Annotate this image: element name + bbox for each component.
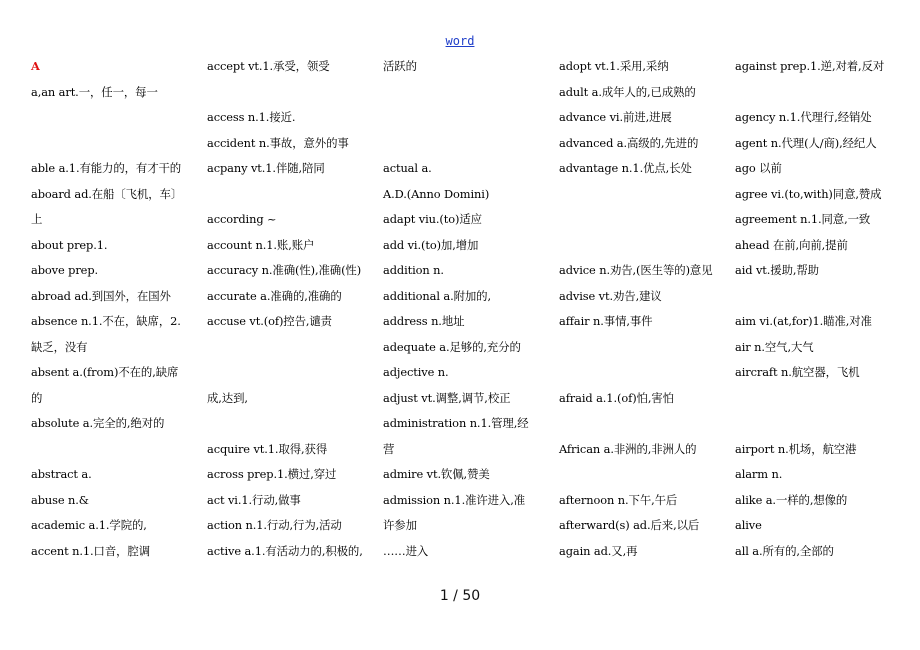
vocab-entry-line: academic a.1.学院的, <box>31 518 147 532</box>
vocab-entry-line: 活跃的 <box>383 59 417 73</box>
vocab-entry-line: advice n.劝告,(医生等的)意见 <box>559 263 713 277</box>
vocab-entry-line: access n.1.接近. <box>207 110 296 124</box>
vocab-entry-line: advanced a.高级的,先进的 <box>559 135 699 150</box>
vocab-entry-line: 许参加 <box>383 518 417 532</box>
vocab-entry-line: adjust vt.调整,调节,校正 <box>383 390 511 405</box>
vocab-entry-line: absence n.1.不在，缺席，2. <box>31 314 181 328</box>
vocab-entry-line: 上 <box>31 212 43 226</box>
vocab-entry-line: a,an art.一，任一，每一 <box>31 84 158 99</box>
vocab-entry-line: adapt viu.(to)适应 <box>383 212 482 226</box>
page-number: 1 / 50 <box>439 588 481 604</box>
vocab-entry-line: aid vt.援助,帮助 <box>735 263 819 277</box>
vocab-entry-line: active a.1.有活动力的,积极的, <box>207 543 363 558</box>
vocab-entry-line: acquire vt.1.取得,获得 <box>207 441 328 456</box>
vocab-entry-line: agency n.1.代理行,经销处 <box>735 110 872 124</box>
vocab-entry-line: all a.所有的,全部的 <box>735 543 834 558</box>
vocab-entry-line: affair n.事情,事件 <box>559 314 653 328</box>
vocab-entry-line: admire vt.钦佩,赞美 <box>383 467 490 481</box>
vocab-entry-line: accident n.事故，意外的事 <box>207 135 349 150</box>
vocab-entry-line: air n.空气,大气 <box>735 339 814 354</box>
vocab-entry-line: alike a.一样的,想像的 <box>735 492 848 507</box>
vocab-entry-line: adequate a.足够的,充分的 <box>383 339 521 354</box>
vocab-entry-line: again ad.又,再 <box>559 543 638 558</box>
vocab-entry-line: accept vt.1.承受，领受 <box>207 59 330 73</box>
vocab-entry-line: adopt vt.1.采用,采纳 <box>559 59 669 73</box>
vocab-entry-line: additional a.附加的, <box>383 288 491 303</box>
vocab-entry-line: action n.1.行动,行为,活动 <box>207 518 342 532</box>
vocab-entry-line: address n.地址 <box>383 314 465 328</box>
vocab-entry-line: act vi.1.行动,做事 <box>207 492 301 507</box>
vocab-entry-line: afraid a.1.(of)怕,害怕 <box>559 390 674 405</box>
vocab-entry-line: aircraft n.航空器，飞机 <box>735 365 860 379</box>
vocab-entry-line: accuracy n.准确(性),准确(性) <box>207 263 362 277</box>
vocab-entry-line: advise vt.劝告,建议 <box>559 288 662 303</box>
vocab-entry-line: add vi.(to)加,增加 <box>383 237 479 252</box>
vocab-entry-line: A.D.(Anno Domini) <box>383 186 490 201</box>
vocab-entry-line: abroad ad.到国外，在国外 <box>31 288 171 303</box>
vocab-entry-line: acpany vt.1.伴随,陪同 <box>207 161 325 175</box>
vocab-entry-line: across prep.1.横过,穿过 <box>207 467 337 481</box>
vocab-entry-line: aboard ad.在船〔飞机，车〕 <box>31 186 183 201</box>
section-letter-heading: A <box>31 59 40 73</box>
vocab-entry-line: agree vi.(to,with)同意,赞成 <box>735 186 882 201</box>
vocab-entry-line: advance vi.前进,进展 <box>559 110 672 124</box>
vocab-entry-line: administration n.1.管理,经 <box>383 416 529 430</box>
vocab-entry-line: 营 <box>383 441 395 456</box>
vocab-entry-line: 缺乏，没有 <box>31 339 88 354</box>
vocab-entry-line: addition n. <box>383 263 444 277</box>
vocab-entry-line: actual a. <box>383 161 432 175</box>
vocab-entry-line: afterward(s) ad.后来,以后 <box>559 518 700 532</box>
vocab-column-2 <box>207 0 379 570</box>
vocab-column-1 <box>31 0 203 570</box>
vocab-entry-line: according ~ <box>207 212 277 226</box>
vocab-entry-line: abuse n.& <box>31 492 89 507</box>
vocab-entry-line: alive <box>735 518 762 532</box>
vocab-entry-line: above prep. <box>31 263 99 277</box>
vocab-entry-line: able a.1.有能力的，有才干的 <box>31 161 182 175</box>
vocab-column-4 <box>559 0 731 570</box>
vocab-entry-line: absent a.(from)不在的,缺席 <box>31 365 179 379</box>
vocab-entry-line: African a.非洲的,非洲人的 <box>559 441 697 456</box>
vocab-entry-line: against prep.1.逆,对着,反对 <box>735 59 885 73</box>
vocab-entry-line: about prep.1. <box>31 237 108 252</box>
vocab-entry-line: adult a.成年人的,已成熟的 <box>559 84 696 99</box>
vocab-column-5 <box>735 0 907 570</box>
vocab-entry-line: aim vi.(at,for)1.瞄准,对准 <box>735 314 872 328</box>
vocab-entry-line: ahead 在前,向前,提前 <box>735 237 848 252</box>
vocab-entry-line: ……进入 <box>383 543 429 558</box>
vocab-entry-line: advantage n.1.优点,长处 <box>559 161 692 175</box>
vocab-entry-line: airport n.机场，航空港 <box>735 441 857 456</box>
vocab-entry-line: 成,达到, <box>207 390 248 405</box>
vocab-entry-line: absolute a.完全的,绝对的 <box>31 416 165 430</box>
vocab-entry-line: accuse vt.(of)控告,谴责 <box>207 314 332 328</box>
vocab-entry-line: agreement n.1.同意,一致 <box>735 212 871 226</box>
vocab-entry-line: afternoon n.下午,午后 <box>559 492 678 507</box>
vocab-entry-line: admission n.1.准许进入,准 <box>383 492 526 507</box>
vocab-entry-line: agent n.代理(人/商),经纪人 <box>735 135 877 150</box>
header-word-link[interactable]: word <box>445 34 475 48</box>
vocab-entry-line: adjective n. <box>383 365 449 379</box>
vocab-entry-line: abstract a. <box>31 467 92 481</box>
vocab-entry-line: accent n.1.口音，腔调 <box>31 543 151 558</box>
vocab-entry-line: ago 以前 <box>735 161 782 175</box>
vocab-entry-line: accurate a.准确的,准确的 <box>207 288 342 303</box>
vocab-entry-line: account n.1.账,账户 <box>207 237 315 252</box>
vocab-entry-line: 的 <box>31 390 43 405</box>
vocab-column-3 <box>383 0 555 570</box>
vocab-entry-line: alarm n. <box>735 467 783 481</box>
